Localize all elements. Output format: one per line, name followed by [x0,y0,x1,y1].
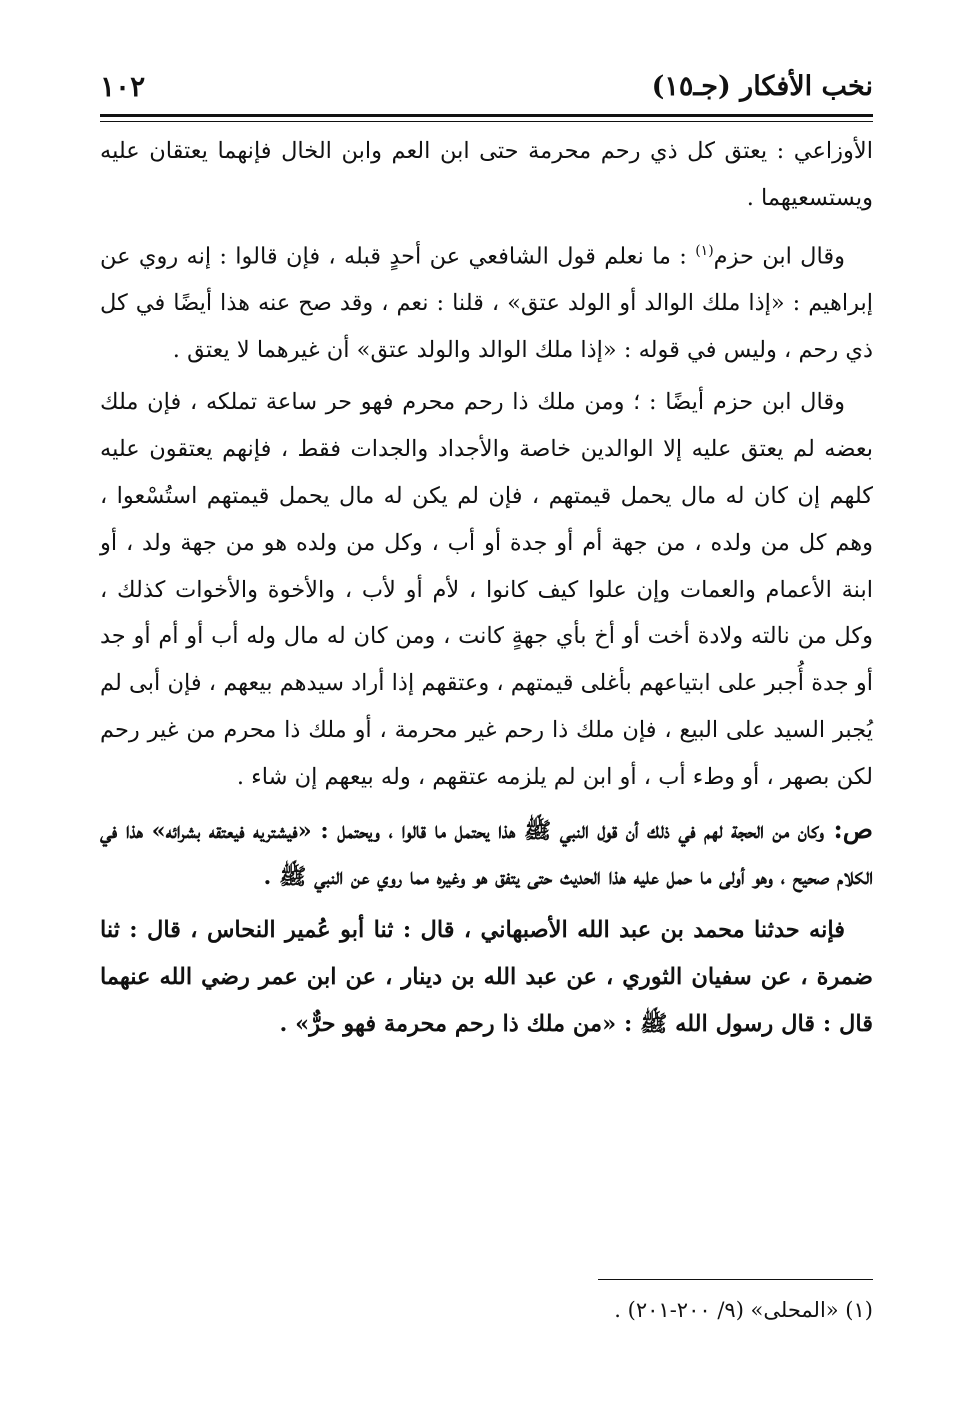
footnote-rule [598,1279,873,1280]
paragraph-1: الأوزاعي : يعتق كل ذي رحم محرمة حتى ابن العم وابن الخال فإنهما يعتقان عليه ويستسعيهما . [100,138,873,211]
page-number: ١٠٢ [100,69,146,103]
header-rule-thin [100,121,873,122]
header-rule-thick [100,114,873,117]
paragraph-4 [100,807,873,902]
paragraph-3: وقال ابن حزم أيضًا : ؛ ومن ملك ذا رحم محرم فهو حر ساعة تملكه ، فإن ملك بعضه لم يعتق عليه إلا الوالدين خاصة والأجداد والجدات فقط ، فإنهم يعتقون عليه كلهم إن كان له مال يحمل قيمتهم ، فإن لم يكن له مال يحمل قيمتهم استُسْعوا ، وهم كل من ولده ، من جهة أم أو جدة أو أب ، وكل من ولده هو من جهة ولد ، أو ابنة الأعمام والعمات وإن علوا كيف كانوا ، لأم أو لأب ، والأخوة والأخوات كذلك ، وكل من نالته ولادة أخت أو أخ بأي جهةٍ كانت ، ومن كان له مال وله أب أو أم أو جد أو جدة أُجبر على ابتياعهم بأغلى قيمتهم ، وعتقهم إذا أراد سيدهم بيعهم ، فإن أبى لم يُجبر السيد على البيع ، فإن ملك ذا رحم غير محرمة ، أو ملك ذا محرم من غير رحم لكن بصهر ، أو وطء أب ، أو ابن لم يلزمه عتقهم ، وله بيعهم إن شاء . [100,389,873,790]
running-title: نخب الأفكار (جـ١٥) [651,70,873,102]
paragraph-2-start: وقال ابن حزم [713,243,845,270]
paragraph-2-rest: : ما نعلم قول الشافعي عن أحدٍ قبله ، فإن قالوا : إنه روي عن إبراهيم : «إذا ملك الوالد أو الولد عتق» ، قلنا : نعم ، وقد صح عنه هذا أيضًا في كل ذي رحم ، وليس في قوله : «إذا ملك الوالد والولد عتق» أن غيرهما لا يعتق . [100,243,873,363]
paragraph-5: فإنه حدثنا محمد بن عبد الله الأصبهاني ، قال : ثنا أبو عُمير النحاس ، قال : ثنا ضمرة ، عن سفيان الثوري ، عن عبد الله بن دينار ، عن ابن عمر رضي الله عنهما قال : قال رسول الله ﷺ : «من ملك ذا رحم محرمة فهو حرٌّ» . [100,917,873,1037]
page-header [100,62,873,110]
main-text [100,128,873,1054]
paragraph-4-text: وكان من الحجة لهم في ذلك أن قول النبي ﷺ هذا يحتمل ما قالوا ، ويحتمل : «فيشتريه فيعتقه بشرائه» هذا في الكلام صحيح ، وهو أولى ما حمل عليه هذا الحديث حتى يتفق هو وغيره مما روي عن النبي ﷺ . [100,817,873,891]
footnote: (١) «المحلى» (٩/ ٢٠٠-٢٠١) . [614,1298,873,1322]
footnote-ref: (١) [695,242,714,259]
paragraph-2 [100,228,873,374]
sad-marker: ص: [824,814,873,844]
